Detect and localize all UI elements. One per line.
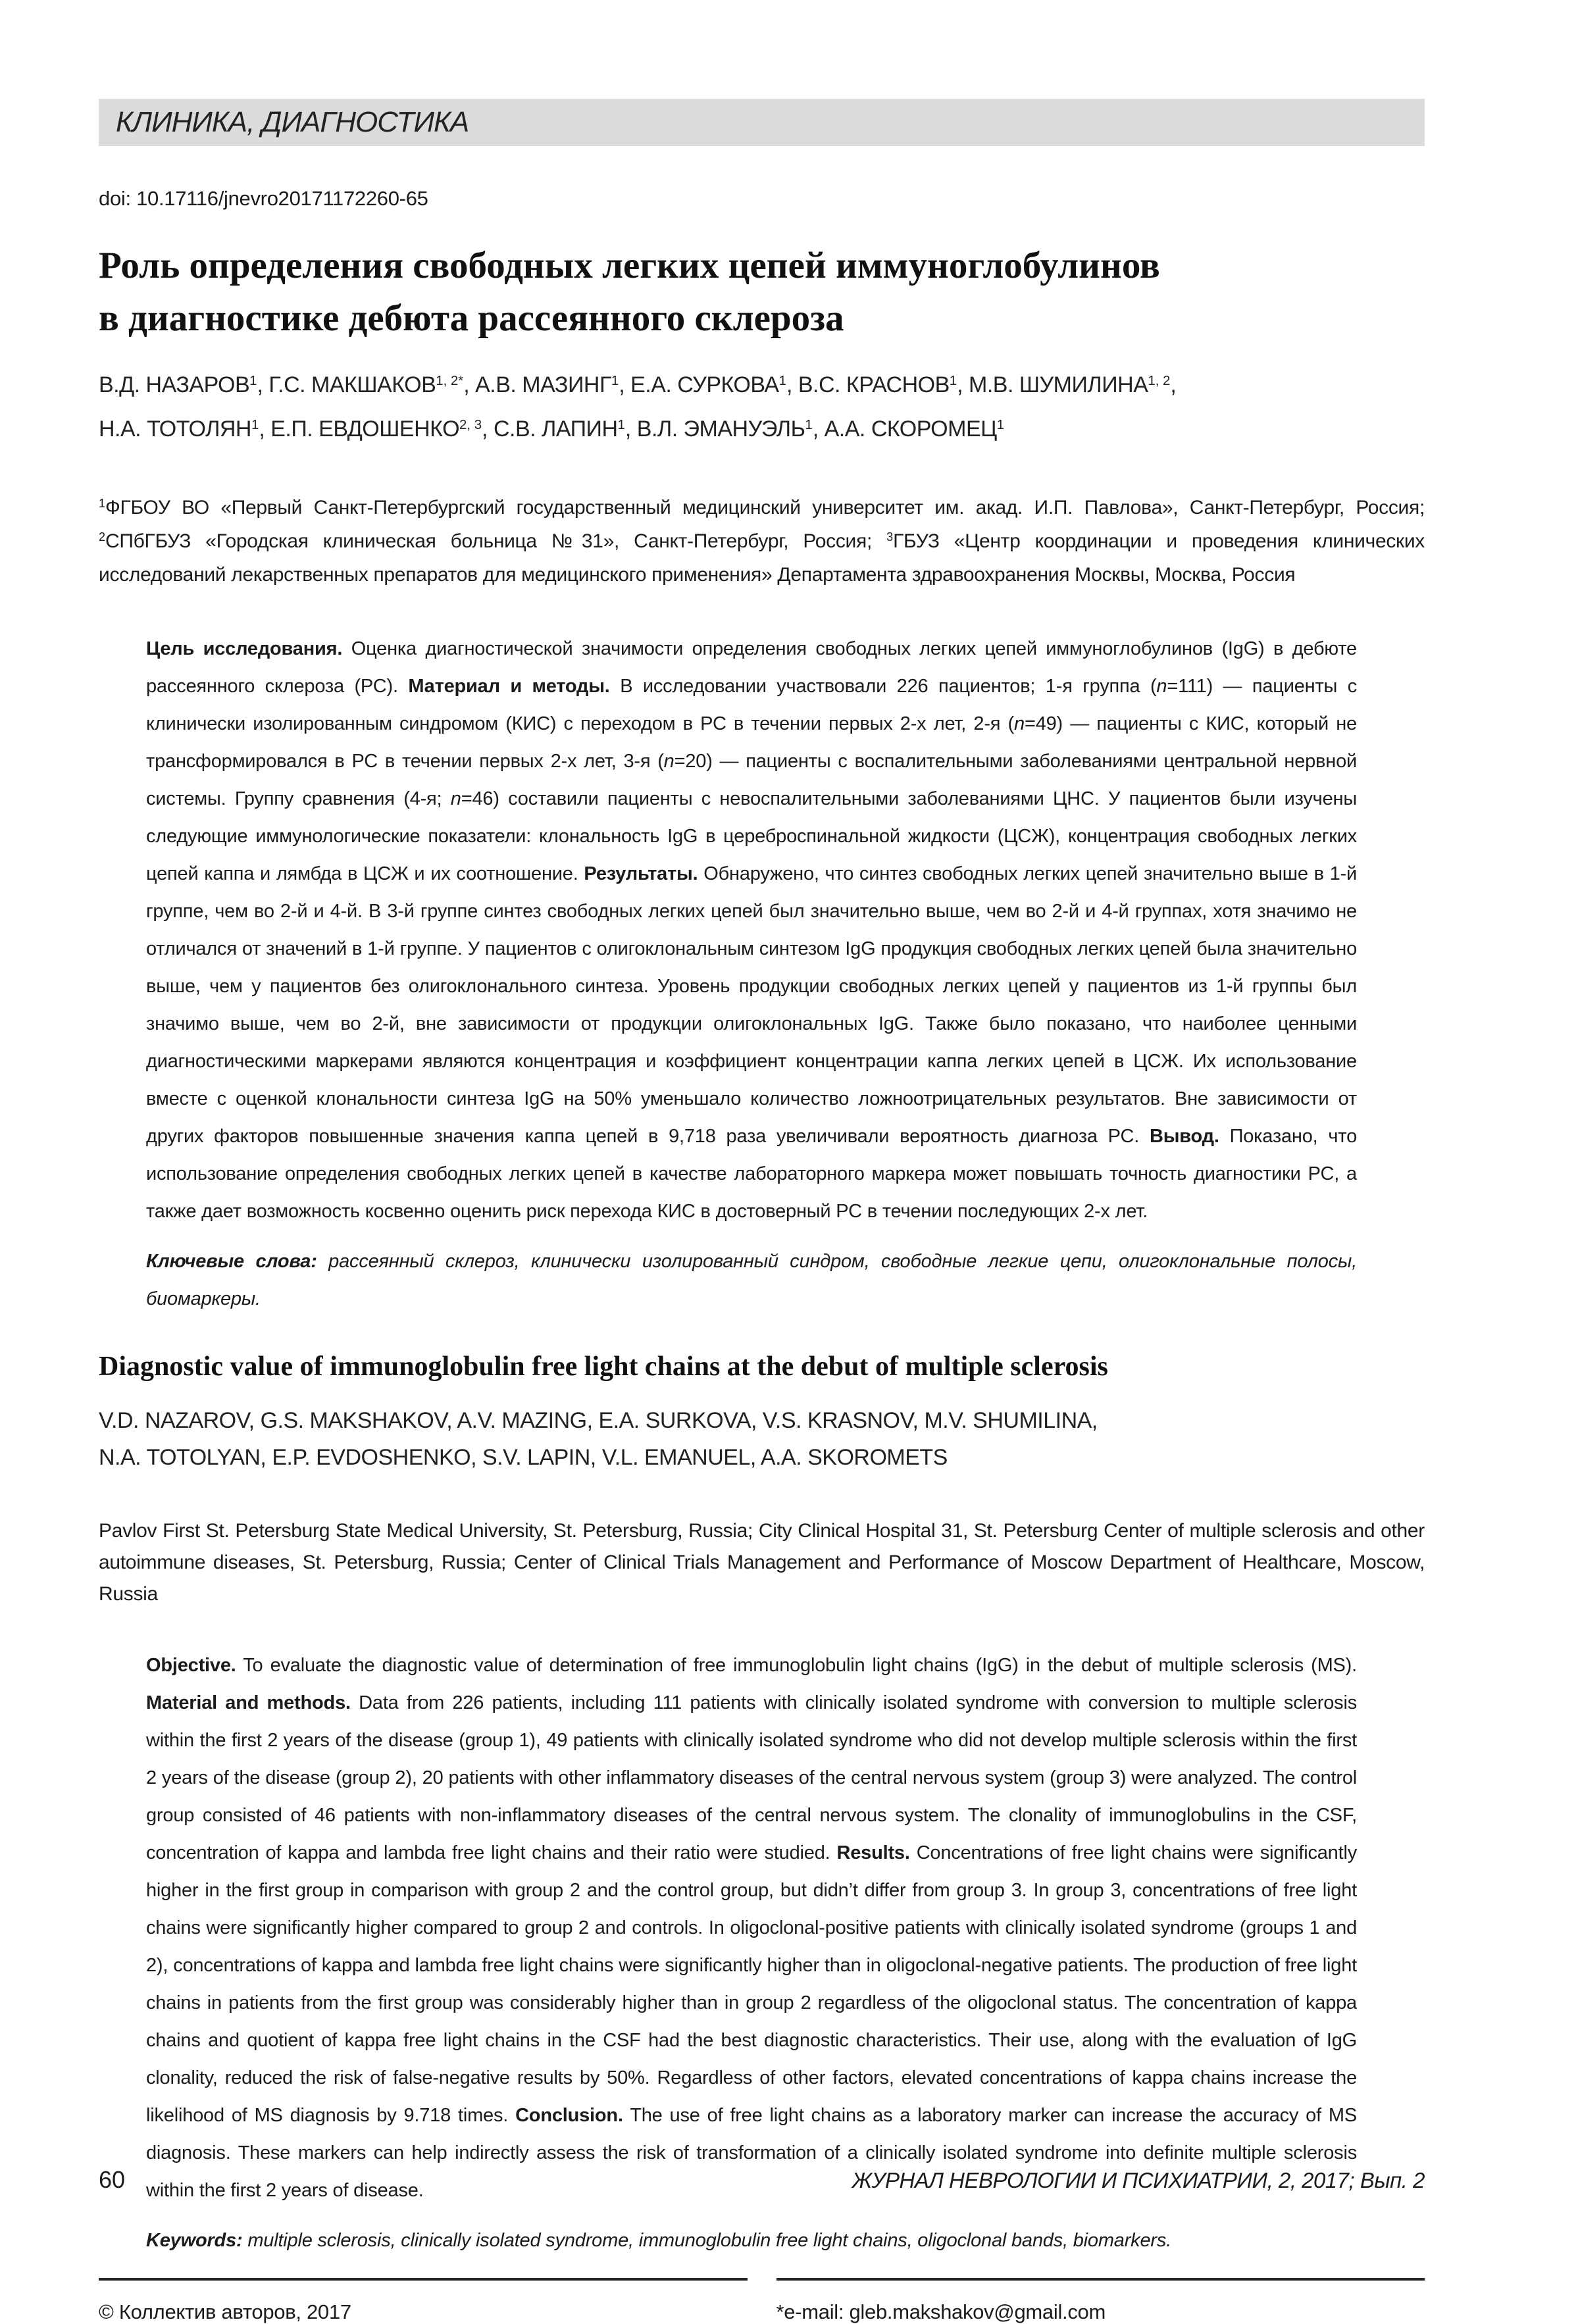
section-label: КЛИНИКА, ДИАГНОСТИКА (116, 106, 469, 138)
authors-en (99, 1402, 1425, 1476)
abstract-ru: Цель исследования. Оценка диагностической значимости определения свободных легких цепей иммуноглобулинов (IgG) в дебюте рассеянного склероза (РС). Материал и методы. В исследовании участвовали 226 пациентов; 1-я группа (n=111) — пациенты с клинически изолированным синдромом (КИС) с переходом в РС в течении первых 2-х лет, 2-я (n=49) — пациенты с КИС, который не трансформировался в РС в течении первых 2-х лет, 3-я (n=20) — пациенты с воспалительными заболеваниями центральной нервной системы. Группу сравнения (4-я; n=46) составили пациенты с невоспалительными заболеваниями ЦНС. У пациентов были изучены следующие иммунологические показатели: клональность IgG в цереброспинальной жидкости (ЦСЖ), концентрация свободных легких цепей каппа и лямбда в ЦСЖ и их соотношение. Результаты. Обнаружено, что синтез свободных легких цепей значительно выше в 1-й группе, чем во 2-й и 4-й. В 3-й группе синтез свободных легких цепей был значительно выше, чем во 2-й и 4-й группах, хотя значимо не отличался от значений в 1-й группе. У пациентов с олигоклональным синтезом IgG продукция свободных легких цепей была значительно выше, чем у пациентов без олигоклонального синтеза. Уровень продукции свободных легких цепей у пациентов из 1-й группы был значимо выше, чем во 2-й, вне зависимости от продукции олигоклональных IgG. Также было показано, что наиболее ценными диагностическими маркерами являются концентрация и коэффициент концентрации каппа легких цепей в ЦСЖ. Их использование вместе с оценкой клональности синтеза IgG на 50% уменьшало количество ложноотрицательных результатов. Вне зависимости от других факторов повышенные значения каппа цепей в 9,718 раза увеличивали вероятность диагноза РС. Вывод. Показано, что использование определения свободных легких цепей в качестве лабораторного маркера может повышать точность диагностики РС, а также дает возможность косвенно оценить риск перехода КИС в достоверный РС в течении последующих 2-х лет. (146, 638, 1358, 1222)
article-title-ru-line1: Роль определения свободных легких цепей иммуноглобулинов (99, 245, 1160, 286)
authors-ru (99, 365, 1425, 453)
article-title-en: Diagnostic value of immunoglobulin free light chains at the debut of multiple sclerosis (99, 1351, 1108, 1382)
footnote-rule-left (99, 2278, 748, 2281)
authors-ru-line2: Н.А. ТОТОЛЯН$^1$, Е.П. ЕВДОШЕНКО$^{2, 3}$, С.В. ЛАПИН$^1$, В.Л. ЭМАНУЭЛЬ$^1$, А.А. СКОРОМЕЦ$^1$ (99, 417, 1005, 442)
authors-ru-line1: В.Д. НАЗАРОВ$^1$, Г.С. $МАКШАКОВ^{1, 2*}$, А.В. МАЗИНГ$^1$, Е.А. СУРКОВА$^1$, В.С. КРАСНОВ$^1$, М.В. ШУМИЛИНА$^{1, 2}$, (99, 372, 1177, 397)
authors-en-line1: V.D. NAZAROV, G.S. MAKSHAKOV, A.V. MAZING, E.A. SURKOVA, V.S. KRASNOV, M.V. SHUMILINA, (99, 1408, 1098, 1433)
journal-name: ЖУРНАЛ НЕВРОЛОГИИ И ПСИХИАТРИИ, 2, 2017; Вып. 2 (852, 2168, 1425, 2192)
doi-text: doi: 10.17116/jnevro20171172260-65 (99, 187, 428, 210)
abstract-en: Objective. To evaluate the diagnostic value of determination of free immunoglobulin light chains (IgG) in the debut of multiple sclerosis (MS). Material and methods. Data from 226 patients, including 111 patients with clinically isolated syndrome with conversion to multiple sclerosis within the first 2 years of the disease (group 1), 49 patients with clinically isolated syndrome who did not develop multiple sclerosis within the first 2 years of the disease (group 2), 20 patients with other inflammatory diseases of the central nervous system (group 3) were analyzed. The control group consisted of 46 patients with non-inflammatory diseases of the central nervous system. The clonality of immunoglobulins in the CSF, concentration of kappa and lambda free light chains and their ratio were studied. Results. Concentrations of free light chains were significantly higher in the first group in comparison with group 2 and the control group, but didn’t differ from group 3. In group 3, concentrations of free light chains were significantly higher compared to group 2 and controls. In oligoclonal-positive patients with clinically isolated syndrome (groups 1 and 2), concentrations of kappa and lambda free light chains were significantly higher than in oligoclonal-negative patients. The production of free light chains in patients from the first group was considerably higher than in group 2 regardless of the oligoclonal status. The concentration of kappa chains and quotient of kappa free light chains in the CSF had the best diagnostic characteristics. Their use, along with the evaluation of IgG clonality, reduced the risk of false-negative results by 50%. Regardless of other factors, elevated concentrations of kappa chains increase the likelihood of MS diagnosis by 9.718 times. Conclusion. The use of free light chains as a laboratory marker can increase the accuracy of MS diagnosis. These markers can help indirectly assess the risk of transformation of a clinically isolated syndrome into definite multiple sclerosis within the first 2 years of disease. (146, 1655, 1358, 2201)
keywords-ru: Ключевые слова: рассеянный склероз, клинически изолированный синдром, свободные легкие цепи, олигоклональные полосы, биомаркеры. (146, 1251, 1357, 1309)
copyright-note: © Коллектив авторов, 2017 (99, 2300, 351, 2323)
affiliation-ru: $^1$ФГБОУ ВО «Первый Санкт-Петербургский государственный медицинский университет им. акад. И.П. Павлова», Санкт-Петербург, Россия; $^2$СПбГБУЗ «Городская клиническая больница №31», Санкт-Петербург, Россия; $^3$ГБУЗ «Центр координации и проведения клинических исследований лекарственных препаратов для медицинского применения» Департамента здравоохранения Москвы, Москва, Россия (99, 497, 1425, 586)
keywords-en: Keywords: multiple sclerosis, clinically isolated syndrome, immunoglobulin free light chains, oligoclonal bands, biomarkers. (146, 2230, 1172, 2251)
page-footer (99, 2166, 1425, 2194)
footnote-rule-right (776, 2278, 1425, 2281)
footnote-rules (99, 2278, 1425, 2281)
article-title-ru-line2: в диагностике дебюта рассеянного склероза (99, 297, 844, 339)
page-number: 60 (99, 2166, 126, 2193)
authors-en-line2: N.A. TOTOLYAN, E.P. EVDOSHENKO, S.V. LAPIN, V.L. EMANUEL, A.A. SKOROMETS (99, 1445, 948, 1470)
section-header-bar (99, 99, 1425, 146)
footnote-row (99, 2300, 1425, 2324)
affiliation-en: Pavlov First St. Petersburg State Medical University, St. Petersburg, Russia; City Clinical Hospital 31, St. Petersburg Center of multiple sclerosis and other autoimmune diseases, St. Petersburg, Russia; Center of Clinical Trials Management and Performance of Moscow Department of Healthcare, Moscow, Russia (99, 1520, 1425, 1605)
article-title-ru (99, 240, 1425, 345)
corresponding-email: *e-mail: gleb.makshakov@gmail.com (776, 2300, 1106, 2323)
